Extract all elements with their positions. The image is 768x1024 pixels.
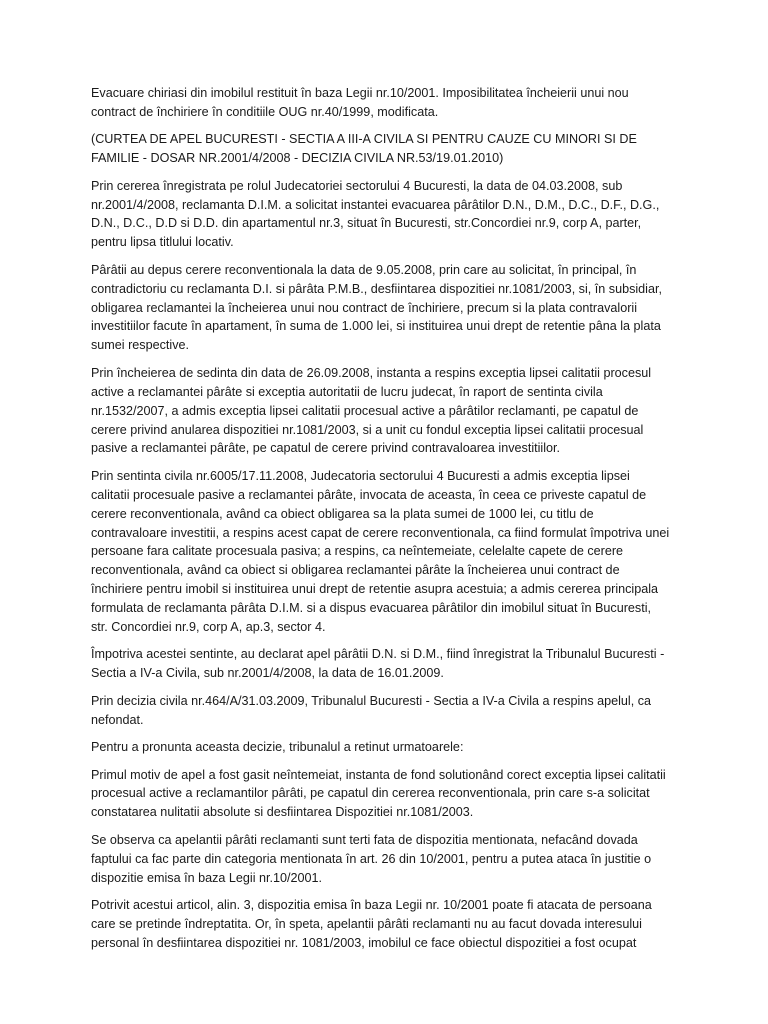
paragraph: Prin decizia civila nr.464/A/31.03.2009, Tribunalul Bucuresti - Sectia a IV-a Civila a respins apelul, ca nefondat.	[91, 693, 652, 727]
paragraph: Potrivit acestui articol, alin. 3, dispozitia emisa în baza Legii nr. 10/2001 poate fi atacata de persoana care se pretinde îndreptatita. Or, în speta, apelantii pârâti reclamanti nu au facut dovada interesului personal în desfiintarea dispozitiei nr. 1081/2003, imobilul ce face obiectul dispozitiei a fost ocupat	[91, 897, 652, 950]
paragraph: Prin cererea înregistrata pe rolul Judecatoriei sectorului 4 Bucuresti, la data de 04.03.2008, sub nr.2001/4/2008, reclamanta D.I.M. a solicitat instantei evacuarea pârâtilor D.N., D.M., D.C., D.F., D.G., D.N., D.C., D.D si D.D. din apartamentul nr.3, situat în Bucuresti, str.Concordiei nr.9, corp A, parter, pentru lipsa titlului locativ.	[91, 178, 660, 250]
paragraph: Prin sentinta civila nr.6005/17.11.2008, Judecatoria sectorului 4 Bucuresti a admis exceptia lipsei calitatii procesuale pasive a reclamantei pârâte, invocata de aceasta, în ceea ce priveste capatul de cerere reconventionala, având ca obiect obligarea sa la plata sumei de 1000 lei, cu titlu de contravaloare investitii, a respins acest capat de cerere reconventionala, ca fiind formulat împotriva unei persoane fara calitate procesuala pasiva; a respins, ca neîntemeiate, celelalte capete de cerere reconventionala, având ca obiect si obligarea reclamantei pârâte la încheierea unui contract de închiriere pentru imobil si instituirea unui drept de retentie asupra acestuia; a admis cererea principala formulata de reclamanta pârâta D.I.M. si a dispus evacuarea pârâtilor din imobilul situat în Bucuresti, str. Concordiei nr.9, corp A, ap.3, sector 4.	[91, 468, 670, 635]
document-title: Evacuare chiriasi din imobilul restituit în baza Legii nr.10/2001. Imposibilitatea încheierii unui nou contract de închiriere în conditiile OUG nr.40/1999, modificata.	[91, 86, 629, 119]
paragraph: Prin încheierea de sedinta din data de 26.09.2008, instanta a respins exceptia lipsei calitatii procesul active a reclamantei pârâte si exceptia autoritatii de lucru judecat, în raport de sentinta civila nr.1532/2007, a admis exceptia lipsei calitatii procesual active a pârâtilor reclamanti, pe capatul de cerere privind anularea dispozitiei nr.1081/2003, si a unit cu fondul exceptia lipsei calitatii procesual pasive a reclamantei pârâte, pe capatul de cerere privind contravaloarea investitiilor.	[91, 365, 652, 456]
paragraph: Primul motiv de apel a fost gasit neîntemeiat, instanta de fond solutionând corect exceptia lipsei calitatii procesual active a reclamantilor pârâti, pe capatul din cererea reconventionala, prin care s-a solicitat constatarea nulitatii absolute si desfiintarea Dispozitiei nr.1081/2003.	[91, 767, 666, 820]
paragraph: Pentru a pronunta aceasta decizie, tribunalul a retinut urmatoarele:	[91, 740, 464, 755]
paragraph: Se observa ca apelantii pârâti reclamanti sunt terti fata de dispozitia mentionata, nefacând dovada faptului ca fac parte din categoria mentionata în art. 26 din 10/2001, pentru a putea ataca în justitie o dispozitie emisa în baza Legii nr.10/2001.	[91, 832, 652, 885]
paragraph: Împotriva acestei sentinte, au declarat apel pârâtii D.N. si D.M., fiind înregistrat la Tribunalul Bucuresti - Sectia a IV-a Civila, sub nr.2001/4/2008, la data de 16.01.2009.	[91, 647, 665, 681]
document-page	[91, 84, 671, 961]
case-reference: (CURTEA DE APEL BUCURESTI - SECTIA A III-A CIVILA SI PENTRU CAUZE CU MINORI SI DE FAMILIE - DOSAR NR.2001/4/2008 - DECIZIA CIVILA NR.53/19.01.2010)	[91, 132, 637, 166]
paragraph: Pârâtii au depus cerere reconventionala la data de 9.05.2008, prin care au solicitat, în principal, în contradictoriu cu reclamanta D.I. si pârâta P.M.B., desfiintarea dispozitiei nr.1081/2003, si, în subsidiar, obligarea reclamantei la încheierea unui nou contract de închiriere, precum si la plata contravalorii investitiilor facute în apartament, în suma de 1.000 lei, si instituirea unui drept de retentie pâna la plata sumei respective.	[91, 262, 662, 353]
